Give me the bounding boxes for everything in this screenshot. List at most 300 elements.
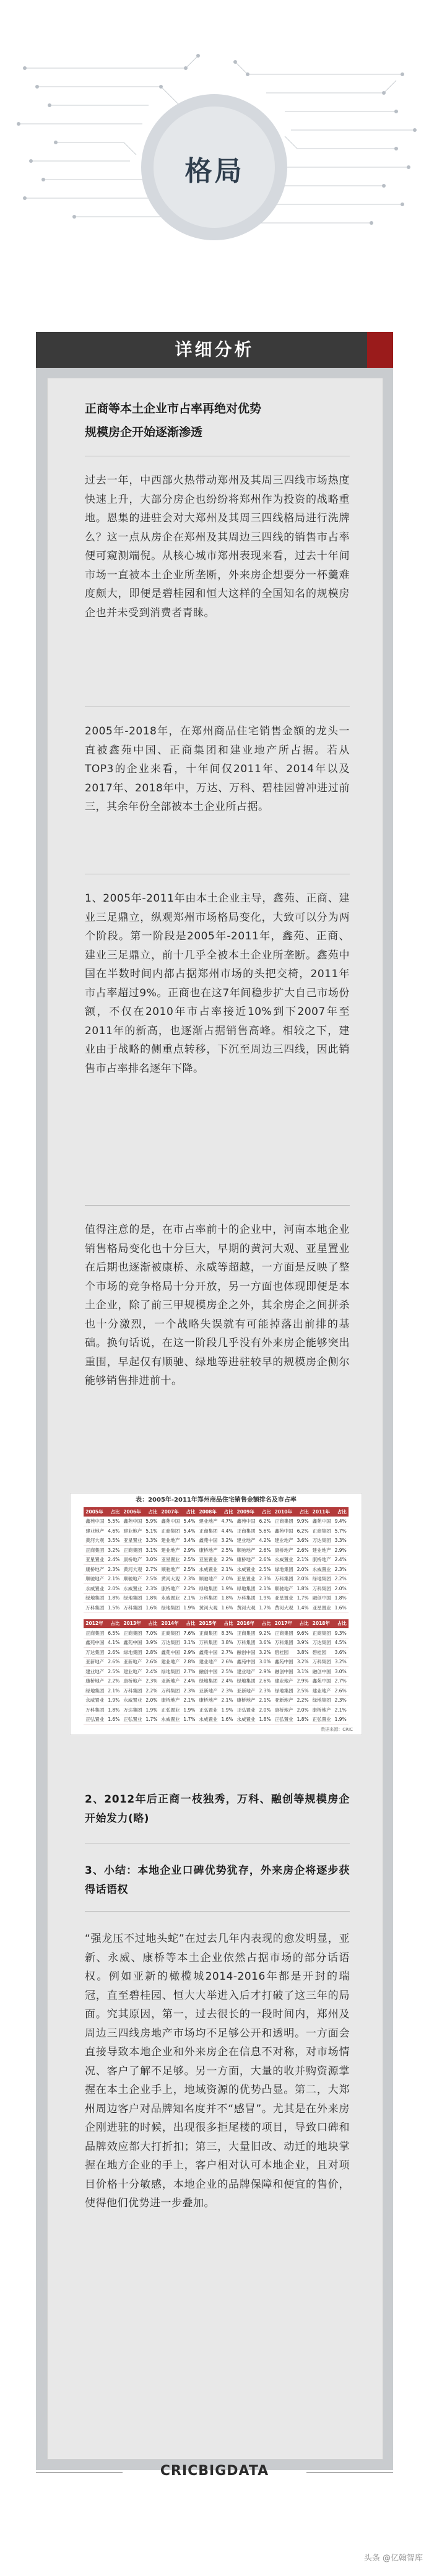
table-cell: 5.7%	[333, 1526, 349, 1536]
table-cell: 2.5%	[219, 1667, 235, 1677]
table-cell: 康桥地产	[121, 1555, 144, 1565]
table-cell: 3.0%	[144, 1555, 159, 1565]
table-cell: 2.3%	[106, 1565, 121, 1575]
table-cell: 鑫苑中国	[197, 1648, 219, 1658]
table-cell: 正弘置业	[235, 1705, 258, 1715]
table-cell: 黄河大观	[159, 1574, 181, 1584]
table-cell: 2.5%	[144, 1574, 159, 1584]
table-cell: 建业地产	[235, 1667, 258, 1677]
table-cell: 2.7%	[219, 1648, 235, 1658]
table-cell: 1.9%	[181, 1603, 197, 1613]
table-cell: 2.8%	[181, 1657, 197, 1667]
table-cell: 永威置业	[235, 1565, 258, 1575]
table-cell: 康桥地产	[197, 1546, 219, 1556]
table-cell: 正商集团	[273, 1629, 295, 1638]
table-cell: 6.2%	[258, 1516, 273, 1526]
table-cell: 万科集团	[121, 1603, 144, 1613]
table-cell: 4.2%	[258, 1536, 273, 1546]
table-cell: 1.8%	[144, 1593, 159, 1603]
table-cell: 黄河大观	[121, 1565, 144, 1575]
table-cell: 4.1%	[106, 1638, 121, 1648]
table-cell: 建业地产	[159, 1536, 181, 1546]
table-cell: 2.7%	[333, 1676, 349, 1686]
table-row	[84, 1546, 348, 1556]
table-cell: 2.9%	[295, 1676, 311, 1686]
table-cell: 亚星置业	[159, 1555, 181, 1565]
table-cell: 2.0%	[219, 1574, 235, 1584]
ranking-table-2005-2011	[84, 1507, 348, 1613]
section-title-bar	[36, 332, 393, 368]
table-cell: 5.5%	[106, 1516, 121, 1526]
table-cell: 永威置业	[311, 1565, 333, 1575]
table-cell: 建业地产	[121, 1667, 144, 1677]
table-cell: 融创中国	[197, 1667, 219, 1677]
table-cell: 1.6%	[106, 1715, 121, 1725]
table-cell: 融创中国	[311, 1593, 333, 1603]
table-cell: 2.2%	[106, 1676, 121, 1686]
table-cell: 正弘置业	[311, 1715, 333, 1725]
table-cell: 亚星置业	[84, 1555, 106, 1565]
table-cell: 2.6%	[106, 1648, 121, 1658]
table-header-cell: 占比	[295, 1507, 311, 1516]
table-cell: 顺驰地产	[273, 1584, 295, 1594]
table-cell: 2.3%	[144, 1676, 159, 1686]
table-cell: 万科集团	[84, 1603, 106, 1613]
table-cell: 康桥地产	[311, 1705, 333, 1715]
table-cell: 万科集团	[121, 1686, 144, 1696]
table-header-cell: 2013年	[121, 1619, 144, 1629]
table-cell: 正弘置业	[121, 1715, 144, 1725]
table-cell: 1.9%	[219, 1705, 235, 1715]
table-cell: 鑫苑中国	[235, 1516, 258, 1526]
table-cell: 3.6%	[258, 1638, 273, 1648]
table-cell: 2.1%	[106, 1574, 121, 1584]
table-cell: 2.0%	[144, 1695, 159, 1705]
table-cell: 3.4%	[181, 1536, 197, 1546]
table-cell: 2.2%	[333, 1574, 349, 1584]
table-caption: 表：2005年-2011年郑州商品住宅销售金额排名及市占率	[136, 1497, 297, 1503]
table-cell: 鑫苑中国	[197, 1536, 219, 1546]
table-cell: 9.2%	[258, 1629, 273, 1638]
table-cell: 鑫苑中国	[235, 1657, 258, 1667]
table-source: 数据来源：CRIC	[321, 1727, 353, 1732]
table-cell: 正商集团	[84, 1629, 106, 1638]
table-header-cell: 2006年	[121, 1507, 144, 1516]
table-cell: 万达集团	[84, 1648, 106, 1658]
table-cell: 2.6%	[106, 1657, 121, 1667]
table-cell: 万科集团	[311, 1657, 333, 1667]
table-cell: 2.1%	[181, 1695, 197, 1705]
table-row	[84, 1676, 348, 1686]
table-cell: 鑫苑中国	[159, 1516, 181, 1526]
table-cell: 2.6%	[144, 1657, 159, 1667]
table-cell: 3.0%	[333, 1667, 349, 1677]
table-cell: 2.5%	[106, 1667, 121, 1677]
table-header-cell: 占比	[258, 1619, 273, 1629]
table-cell: 融创中国	[235, 1648, 258, 1658]
table-cell: 2.9%	[181, 1546, 197, 1556]
paragraph-7: “强龙压不过地头蛇”在过去几年内表现的愈发明显，亚新、永威、康桥等本土企业依然占据市场的部分话语权。例如亚新的橄榄城2014-2016年都是开封的瑞冠，直至碧桂园、恒大大举进入后才打破了这三年的局面。究其原因，第一，过去很长的一段时间内，郑州及周边三四线房地产市场均不足够公开和透明。一方面会直接导致本地企业和外来房企在信息不对称，对市场情况、客户了解不足够。另一方面，大量的收并购资源掌握在本土企业手上，地域资源的优势凸显。第二，大郑州周边客户对品牌知名度并不“感冒”。尤其是在外来房企刚进驻的时候，出现很多拒尾楼的项目，导致口碑和品牌效应都大打折扣；第三，大量旧改、动迁的地块掌握在地方企业的手上，客户相对认可本地企业，且对项目价格十分敏感，本地企业的品牌保障和便宜的售价，使得他们优势进一步叠加。	[85, 1933, 350, 2209]
paragraph-6: 3、小结：本地企业口碑优势犹存，外来房企将逐步获得话语权	[85, 1865, 350, 1896]
table-header-cell: 2007年	[159, 1507, 181, 1516]
table-row	[84, 1603, 348, 1613]
table-cell: 1.5%	[106, 1603, 121, 1613]
table-header-cell: 占比	[219, 1507, 235, 1516]
table-cell: 亚新地产	[84, 1657, 106, 1667]
table-cell: 3.9%	[144, 1638, 159, 1648]
table-cell: 2.1%	[106, 1686, 121, 1696]
table-cell: 1.7%	[295, 1593, 311, 1603]
table-cell: 万科集团	[84, 1705, 106, 1715]
table-cell: 正商集团	[121, 1629, 144, 1638]
table-cell: 正商集团	[311, 1629, 333, 1638]
table-cell: 3.5%	[106, 1536, 121, 1546]
table-cell: 3.2%	[106, 1546, 121, 1556]
table-cell: 正商集团	[121, 1546, 144, 1556]
table-cell: 7.0%	[144, 1629, 159, 1638]
article-heading	[85, 397, 350, 444]
table-cell: 3.6%	[295, 1536, 311, 1546]
table-header-cell: 2018年	[311, 1619, 333, 1629]
table-cell: 亚新地产	[273, 1695, 295, 1705]
table-cell: 2.2%	[219, 1555, 235, 1565]
table-cell: 建业地产	[159, 1657, 181, 1667]
table-cell: 亚星置业	[197, 1555, 219, 1565]
table-header-cell: 占比	[106, 1507, 121, 1516]
divider	[85, 1911, 350, 1912]
table-cell: 2.8%	[144, 1648, 159, 1658]
table-cell: 1.8%	[333, 1593, 349, 1603]
table-cell: 3.8%	[295, 1648, 311, 1658]
table-row	[84, 1593, 348, 1603]
table-cell: 2.3%	[181, 1686, 197, 1696]
paragraph-2: 2005年-2018年，在郑州商品住宅销售金额的龙头一直被鑫苑中国、正商集团和建业地产所占据。若从TOP3的企业来看，十年间仅2011年、2014年以及2017年、2018年中，万达、万科、碧桂园曾冲进过前三，其余年份全部被本土企业所占据。	[85, 725, 350, 813]
table-cell: 亚星置业	[273, 1593, 295, 1603]
table-cell: 3.2%	[219, 1536, 235, 1546]
table-cell: 2.0%	[295, 1574, 311, 1584]
table-cell: 1.7%	[144, 1715, 159, 1725]
table-cell: 2.6%	[219, 1657, 235, 1667]
table-cell: 鑫苑中国	[273, 1526, 295, 1536]
table-cell: 2.1%	[258, 1584, 273, 1594]
table-cell: 3.3%	[333, 1536, 349, 1546]
table-cell: 碧桂园	[273, 1648, 295, 1658]
table-row	[84, 1565, 348, 1575]
table-cell: 绿地集团	[235, 1584, 258, 1594]
table-cell: 亚星置业	[121, 1536, 144, 1546]
table-cell: 绿地集团	[273, 1565, 295, 1575]
table-header-cell: 2017年	[273, 1619, 295, 1629]
table-cell: 鑫苑中国	[84, 1516, 106, 1526]
table-cell: 正弘置业	[84, 1715, 106, 1725]
table-row	[84, 1526, 348, 1536]
table-cell: 万达集团	[311, 1638, 333, 1648]
table-cell: 3.2%	[295, 1657, 311, 1667]
table-row	[84, 1715, 348, 1725]
table-cell: 正商集团	[159, 1526, 181, 1536]
table-cell: 2.3%	[258, 1574, 273, 1584]
table-cell: 2.0%	[106, 1584, 121, 1594]
table-cell: 1.4%	[295, 1603, 311, 1613]
footer-logo: CRICBIGDATA	[160, 2463, 269, 2479]
table-cell: 2.1%	[333, 1705, 349, 1715]
table-cell: 2.0%	[295, 1705, 311, 1715]
table-cell: 1.9%	[144, 1705, 159, 1715]
table-header-cell: 2005年	[84, 1507, 106, 1516]
table-header-cell: 占比	[144, 1619, 159, 1629]
table-row	[84, 1695, 348, 1705]
table-cell: 3.1%	[295, 1667, 311, 1677]
table-cell: 1.8%	[295, 1715, 311, 1725]
table-cell: 顺驰地产	[159, 1565, 181, 1575]
table-cell: 3.6%	[333, 1648, 349, 1658]
table-cell: 建业地产	[311, 1546, 333, 1556]
table-cell: 2.5%	[181, 1565, 197, 1575]
table-cell: 2.5%	[295, 1686, 311, 1696]
table-cell: 2.1%	[219, 1565, 235, 1575]
table-cell: 2.4%	[219, 1676, 235, 1686]
table-cell: 2.1%	[219, 1695, 235, 1705]
table-cell: 3.0%	[258, 1657, 273, 1667]
table-cell: 5.6%	[258, 1526, 273, 1536]
heading-line-2: 规模房企开始逐渐渗透	[85, 425, 203, 439]
table-cell: 绿地集团	[159, 1603, 181, 1613]
table-cell: 永威置业	[197, 1565, 219, 1575]
table-cell: 2.4%	[181, 1676, 197, 1686]
table-cell: 万达集团	[121, 1705, 144, 1715]
watermark: 头条 @亿翰智库	[363, 2554, 423, 2563]
table-cell: 永威置业	[159, 1593, 181, 1603]
table-row	[84, 1555, 348, 1565]
table-cell: 康桥地产	[121, 1676, 144, 1686]
table-cell: 鑫苑中国	[121, 1638, 144, 1648]
table-cell: 正弘置业	[197, 1705, 219, 1715]
table-cell: 亚新地产	[197, 1686, 219, 1696]
table-cell: 正商集团	[197, 1526, 219, 1536]
table-cell: 康桥地产	[84, 1676, 106, 1686]
table-cell: 2.5%	[258, 1565, 273, 1575]
table-cell: 3.9%	[295, 1638, 311, 1648]
table-cell: 顺驰地产	[121, 1574, 144, 1584]
table-cell: 2.6%	[258, 1555, 273, 1565]
table-header-cell: 2011年	[311, 1507, 333, 1516]
table-cell: 7.6%	[181, 1629, 197, 1638]
table-cell: 1.9%	[106, 1695, 121, 1705]
table-cell: 建业地产	[311, 1686, 333, 1696]
table-header-cell: 占比	[106, 1619, 121, 1629]
table-cell: 1.6%	[144, 1603, 159, 1613]
table-cell: 万达集团	[311, 1536, 333, 1546]
table-cell: 5.4%	[181, 1516, 197, 1526]
table-cell: 2.9%	[333, 1546, 349, 1556]
table-cell: 康桥地产	[235, 1695, 258, 1705]
table-row	[84, 1629, 348, 1638]
paragraph-5: 2、2012年后正商一枝独秀，万科、融创等规模房企开始发力(略)	[85, 1793, 350, 1825]
table-cell: 正商集团	[159, 1629, 181, 1638]
table-cell: 正商集团	[311, 1526, 333, 1536]
table-cell: 绿地集团	[235, 1676, 258, 1686]
table-cell: 8.3%	[219, 1629, 235, 1638]
table-cell: 正商集团	[235, 1526, 258, 1536]
table-cell: 6.5%	[106, 1629, 121, 1638]
table-cell: 9.9%	[295, 1516, 311, 1526]
table-cell: 鑫苑中国	[311, 1516, 333, 1526]
table-cell: 碧桂园	[311, 1648, 333, 1658]
table-row	[84, 1536, 348, 1546]
table-header-cell: 占比	[333, 1507, 349, 1516]
table-cell: 万科集团	[235, 1638, 258, 1648]
table-cell: 亚星置业	[311, 1603, 333, 1613]
table-cell: 融创中国	[273, 1667, 295, 1677]
table-cell: 2.0%	[295, 1565, 311, 1575]
table-cell: 康桥地产	[273, 1546, 295, 1556]
table-cell: 3.2%	[258, 1648, 273, 1658]
table-cell: 2.9%	[258, 1667, 273, 1677]
table-cell: 4.5%	[333, 1638, 349, 1648]
table-header-cell: 占比	[258, 1507, 273, 1516]
table-row	[84, 1574, 348, 1584]
table-cell: 1.8%	[106, 1593, 121, 1603]
table-cell: 2.3%	[258, 1686, 273, 1696]
table-cell: 3.2%	[333, 1657, 349, 1667]
table-cell: 2.9%	[181, 1648, 197, 1658]
table-cell: 亚星置业	[235, 1574, 258, 1584]
table-cell: 黄河大观	[84, 1536, 106, 1546]
table-cell: 鑫苑中国	[273, 1657, 295, 1667]
table-cell: 1.6%	[219, 1715, 235, 1725]
table-cell: 1.9%	[258, 1593, 273, 1603]
table-cell: 2.7%	[144, 1565, 159, 1575]
table-cell: 1.9%	[219, 1584, 235, 1594]
divider	[85, 1205, 350, 1206]
table-cell: 2.3%	[333, 1565, 349, 1575]
table-cell: 永威置业	[121, 1695, 144, 1705]
table-cell: 1.7%	[258, 1603, 273, 1613]
table-cell: 永威置业	[159, 1715, 181, 1725]
table-cell: 1.8%	[295, 1584, 311, 1594]
table-cell: 4.7%	[219, 1516, 235, 1526]
table-cell: 永威置业	[84, 1584, 106, 1594]
table-header-cell: 2010年	[273, 1507, 295, 1516]
paragraph-3: 1、2005年-2011年由本土企业主导，鑫苑、正商、建业三足鼎立，纵观郑州市场格局变化，大致可以分为两个阶段。第一阶段是2005年-2011年，鑫苑、正商、建业三足鼎立，前十几乎全被本土企业所垄断。鑫苑中国在半数时间内都占据郑州市场的头把交椅，2011年市占率超过9%。正商也在这7年间稳步扩大自己市场份额，不仅在2010年市占率接近10%到下2007年至2011年的新高，也逐渐占据销售高峰。相较之下，建业由于战略的侧重点转移，下沉至周边三四线，因此销售市占率排名逐年下降。	[85, 892, 350, 1075]
table-cell: 2.3%	[219, 1686, 235, 1696]
table-cell: 5.9%	[144, 1516, 159, 1526]
table-cell: 永威置业	[197, 1715, 219, 1725]
table-cell: 万科集团	[197, 1638, 219, 1648]
table-cell: 亚新地产	[121, 1657, 144, 1667]
table-cell: 康桥地产	[235, 1555, 258, 1565]
table-cell: 1.6%	[219, 1603, 235, 1613]
table-cell: 鑫苑中国	[84, 1638, 106, 1648]
table-cell: 黄河大观	[273, 1603, 295, 1613]
table-cell: 3.1%	[144, 1546, 159, 1556]
table-header-cell: 2014年	[159, 1619, 181, 1629]
table-cell: 3.1%	[181, 1638, 197, 1648]
table-cell: 正弘置业	[273, 1715, 295, 1725]
table-cell: 9.6%	[295, 1629, 311, 1638]
table-cell: 绿地集团	[84, 1593, 106, 1603]
table-cell: 绿地集团	[121, 1593, 144, 1603]
table-cell: 万科集团	[159, 1686, 181, 1696]
table-cell: 亚新地产	[159, 1676, 181, 1686]
table-cell: 3.3%	[144, 1536, 159, 1546]
table-cell: 建业地产	[121, 1526, 144, 1536]
paragraph-4: 值得注意的是，在市占率前十的企业中，河南本地企业销售格局变化也十分巨大，早期的黄河大观、亚星置业在后期也逐渐被康桥、永威等超越，一方面是反映了整个市场的竞争格局十分开放，另一方面也体现即便是本土企业，除了前三甲规模房企之外，其余房企之间拼杀也十分激烈，一个战略失误就有可能掉落出前排的基础。换句话说，在这一阶段几乎没有外来房企能够突出重围，早起仅有顺驰、绿地等进驻较早的规模房企侧尔能够销售排进前十。	[85, 1224, 350, 1387]
table-row	[84, 1516, 348, 1526]
table-cell: 绿地集团	[311, 1574, 333, 1584]
table-cell: 正商集团	[273, 1516, 295, 1526]
table-cell: 万科集团	[273, 1574, 295, 1584]
table-cell: 2.4%	[144, 1667, 159, 1677]
hero-title: 格局	[184, 155, 245, 187]
table-cell: 绿地集团	[311, 1695, 333, 1705]
table-cell: 康桥地产	[311, 1555, 333, 1565]
table-cell: 康桥地产	[159, 1695, 181, 1705]
table-cell: 2.5%	[181, 1555, 197, 1565]
table-header-cell: 占比	[181, 1619, 197, 1629]
table-cell: 2.4%	[106, 1555, 121, 1565]
table-header-cell: 2008年	[197, 1507, 219, 1516]
table-cell: 建业地产	[159, 1546, 181, 1556]
table-cell: 绿地集团	[197, 1584, 219, 1594]
table-row	[84, 1667, 348, 1677]
table-cell: 绿地集团	[197, 1676, 219, 1686]
table-cell: 5.4%	[181, 1526, 197, 1536]
table-cell: 黄河大观	[197, 1603, 219, 1613]
table-cell: 永威置业	[121, 1584, 144, 1594]
table-cell: 2.3%	[333, 1695, 349, 1705]
table-cell: 2.6%	[258, 1676, 273, 1686]
table-cell: 绿地集团	[159, 1667, 181, 1677]
table-cell: 万科集团	[197, 1593, 219, 1603]
footer-divider-right	[306, 2472, 393, 2473]
table-cell: 1.6%	[333, 1603, 349, 1613]
table-header-cell: 2015年	[197, 1619, 219, 1629]
table-cell: 1.9%	[181, 1705, 197, 1715]
table-cell: 建业地产	[84, 1667, 106, 1677]
ranking-table-2012-2018	[84, 1619, 348, 1725]
hero-banner	[0, 0, 429, 328]
table-cell: 2.2%	[181, 1584, 197, 1594]
table-cell: 2.1%	[258, 1695, 273, 1705]
table-cell: 4.6%	[106, 1526, 121, 1536]
table-cell: 建业地产	[273, 1536, 295, 1546]
table-cell: 1.8%	[106, 1705, 121, 1715]
table-header-cell: 2016年	[235, 1619, 258, 1629]
table-cell: 1.7%	[181, 1715, 197, 1725]
table-cell: 2.4%	[333, 1555, 349, 1565]
paragraph-1: 过去一年，中西部火热带动郑州及其周三四线市场热度快速上升，大部分房企也纷纷将郑州作为投资的战略重地。恩集的进驻会对大郑州及其周三四线格局进行洗牌么？这一点从房企在郑州及其周边三四线的销售市占率便可窥测端倪。从核心城市郑州表现来看，过去十年间市场一直被本土企业所垄断，外来房企想要分一杯羹难度颇大，即便是碧桂园和恒大这样的全国知名的规模房企也并未受到消费者青睐。	[85, 474, 350, 619]
table-cell: 黄河大观	[235, 1603, 258, 1613]
table-cell: 2.3%	[144, 1584, 159, 1594]
table-cell: 万科集团	[235, 1593, 258, 1603]
table-cell: 2.6%	[295, 1546, 311, 1556]
table-header-cell: 占比	[181, 1507, 197, 1516]
table-cell: 鑫苑中国	[159, 1648, 181, 1658]
table-header-cell: 占比	[333, 1619, 349, 1629]
table-row	[84, 1686, 348, 1696]
table-cell: 2.0%	[258, 1705, 273, 1715]
table-cell: 正商集团	[197, 1629, 219, 1638]
table-cell: 绿地集团	[84, 1686, 106, 1696]
table-cell: 康桥地产	[159, 1584, 181, 1594]
table-cell: 鑫苑中国	[121, 1516, 144, 1526]
table-row	[84, 1705, 348, 1715]
table-cell: 2.7%	[181, 1667, 197, 1677]
table-row	[84, 1584, 348, 1594]
table-header-cell: 占比	[144, 1507, 159, 1516]
table-cell: 康桥地产	[84, 1565, 106, 1575]
